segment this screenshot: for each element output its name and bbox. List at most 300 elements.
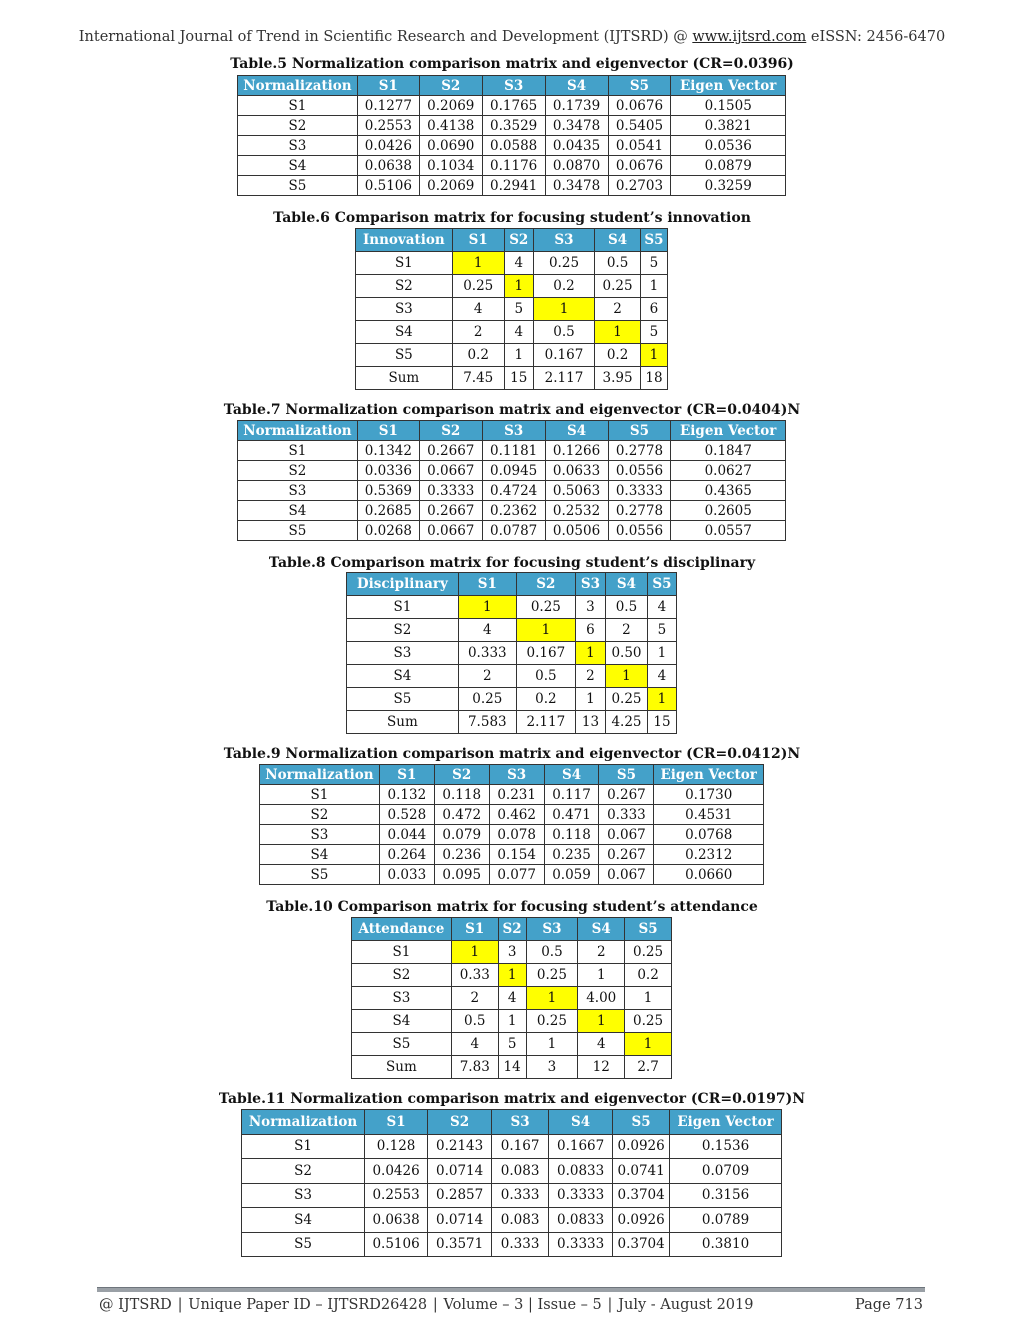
table-cell: 2 (575, 665, 605, 688)
table-cell: 4 (504, 252, 533, 275)
column-header: S5 (647, 573, 676, 596)
table-cell: 2.117 (516, 711, 575, 734)
table-cell: 0.3704 (613, 1183, 670, 1208)
column-header: S2 (428, 1110, 492, 1135)
table-cell: 0.0541 (608, 136, 671, 156)
table-cell: 1 (606, 665, 648, 688)
table-cell: 0.2667 (419, 501, 482, 521)
table-cell: 0.0660 (654, 865, 764, 885)
table-row (260, 845, 764, 865)
table-cell: 18 (640, 367, 667, 390)
table-cell: 0.118 (434, 785, 489, 805)
table-row (352, 964, 672, 987)
page-footer (99, 1297, 923, 1313)
column-header: Disciplinary (347, 573, 459, 596)
table-cell: 0.0667 (419, 461, 482, 481)
table-cell: 0.5 (451, 1010, 498, 1033)
table-cell: 4 (647, 596, 676, 619)
table-cell: 0.25 (526, 1010, 578, 1033)
table-cell: 0.095 (434, 865, 489, 885)
table-cell: 0.067 (599, 865, 654, 885)
table-cell: 0.3333 (608, 481, 671, 501)
column-header: S1 (357, 421, 419, 441)
table-cell: 1 (625, 1033, 672, 1056)
table-cell: 5 (647, 619, 676, 642)
table-cell: 1 (498, 964, 526, 987)
table-cell: 1 (458, 596, 516, 619)
table-cell: 1 (595, 321, 641, 344)
row-label: S3 (242, 1183, 365, 1208)
table-cell: 4 (458, 619, 516, 642)
table-cell: 2 (458, 665, 516, 688)
column-header: Innovation (356, 229, 453, 252)
table-cell: 0.462 (489, 805, 544, 825)
table-cell: 0.0714 (428, 1208, 492, 1233)
table-cell: 0.2857 (428, 1183, 492, 1208)
table-cell: 0.2312 (654, 845, 764, 865)
table-cell: 0.25 (533, 252, 594, 275)
table-row (260, 865, 764, 885)
table-cell: 1 (504, 275, 533, 298)
column-header: Normalization (238, 421, 358, 441)
row-label: S1 (356, 252, 453, 275)
table-cell: 0.128 (365, 1134, 428, 1159)
table-row (242, 1208, 782, 1233)
table-cell: 0.167 (516, 642, 575, 665)
table-cell: 6 (640, 298, 667, 321)
column-header: S2 (504, 229, 533, 252)
table9 (259, 764, 764, 885)
table-cell: 0.2069 (419, 176, 482, 196)
row-label: S3 (238, 481, 358, 501)
table-cell: 0.236 (434, 845, 489, 865)
table-cell: 0.0833 (549, 1208, 613, 1233)
column-header: S2 (516, 573, 575, 596)
column-header: S5 (625, 918, 672, 941)
table-cell: 13 (575, 711, 605, 734)
row-label: S5 (347, 688, 459, 711)
table-cell: 0.0336 (357, 461, 419, 481)
table-cell: 5 (504, 298, 533, 321)
table-cell: 0.2532 (545, 501, 608, 521)
column-header: S4 (606, 573, 648, 596)
column-header: S4 (544, 765, 599, 785)
column-header: Eigen Vector (670, 1110, 782, 1135)
table-row (238, 521, 786, 541)
row-label: S4 (260, 845, 380, 865)
table-cell: 0.267 (599, 845, 654, 865)
table-cell: 0.2667 (419, 441, 482, 461)
footer-separator: | (607, 1297, 613, 1313)
table-cell: 0.1034 (419, 156, 482, 176)
table-cell: 0.25 (452, 275, 504, 298)
table-cell: 0.067 (599, 825, 654, 845)
table-cell: 0.0667 (419, 521, 482, 541)
column-header: Normalization (260, 765, 380, 785)
table-cell: 1 (640, 275, 667, 298)
table-row (238, 176, 786, 196)
row-label: S4 (242, 1208, 365, 1233)
table-cell: 2.117 (533, 367, 594, 390)
table-cell: 0.333 (492, 1232, 549, 1257)
table-row (347, 688, 677, 711)
table-cell: 2 (595, 298, 641, 321)
table-cell: 5 (498, 1033, 526, 1056)
table-cell: 0.0556 (608, 521, 671, 541)
table-cell: 5 (640, 252, 667, 275)
table-cell: 1 (625, 987, 672, 1010)
row-label: S3 (238, 136, 358, 156)
table-cell: 1 (578, 964, 625, 987)
table-cell: 0.0787 (482, 521, 545, 541)
table6 (355, 228, 668, 390)
footer-volume: Volume – 3 | Issue – 5 (443, 1297, 602, 1313)
table-cell: 1 (498, 1010, 526, 1033)
table-cell: 0.1847 (671, 441, 786, 461)
table10 (351, 917, 672, 1079)
table-cell: 1 (647, 642, 676, 665)
row-label: S1 (352, 941, 452, 964)
table-cell: 1 (452, 252, 504, 275)
table-row (238, 156, 786, 176)
table5 (237, 75, 786, 196)
table-cell: 4 (578, 1033, 625, 1056)
table-cell: 0.167 (492, 1134, 549, 1159)
table-cell: 4.25 (606, 711, 648, 734)
row-label: S4 (352, 1010, 452, 1033)
table7-caption: Table.7 Normalization comparison matrix and eigenvector (CR=0.0404)N (223, 402, 801, 418)
table7 (237, 420, 786, 541)
table-cell: 0.0557 (671, 521, 786, 541)
table-row (352, 1010, 672, 1033)
table-row (347, 596, 677, 619)
column-header: S5 (640, 229, 667, 252)
running-header (0, 29, 1024, 45)
column-header: S5 (613, 1110, 670, 1135)
column-header: Attendance (352, 918, 452, 941)
table-row (238, 96, 786, 116)
table9-caption: Table.9 Normalization comparison matrix and eigenvector (CR=0.0412)N (223, 746, 801, 762)
table-cell: 12 (578, 1056, 625, 1079)
table-cell: 0.25 (625, 1010, 672, 1033)
column-header: Eigen Vector (654, 765, 764, 785)
table-cell: 0.3810 (670, 1232, 782, 1257)
table-cell: 0.132 (379, 785, 434, 805)
column-header: Eigen Vector (671, 421, 786, 441)
row-label: S1 (260, 785, 380, 805)
column-header: S4 (549, 1110, 613, 1135)
table-cell: 1 (526, 987, 578, 1010)
table-cell: 3 (526, 1056, 578, 1079)
table-cell: 0.118 (544, 825, 599, 845)
table-cell: 4 (647, 665, 676, 688)
table-cell: 0.083 (492, 1159, 549, 1184)
table11 (241, 1109, 782, 1257)
table-cell: 5 (640, 321, 667, 344)
column-header: S4 (578, 918, 625, 941)
table-cell: 0.078 (489, 825, 544, 845)
table-row (347, 619, 677, 642)
table-cell: 0.0789 (670, 1208, 782, 1233)
table-row (238, 461, 786, 481)
row-label: S3 (356, 298, 453, 321)
row-label: S4 (347, 665, 459, 688)
row-label: Sum (352, 1056, 452, 1079)
table-cell: 0.0879 (671, 156, 786, 176)
table-row (238, 501, 786, 521)
table-cell: 0.25 (606, 688, 648, 711)
column-header: S1 (365, 1110, 428, 1135)
table-cell: 4 (451, 1033, 498, 1056)
column-header: S5 (608, 76, 671, 96)
table-cell: 0.5106 (357, 176, 419, 196)
table-cell: 0.4365 (671, 481, 786, 501)
table-cell: 0.1667 (549, 1134, 613, 1159)
row-label: S2 (347, 619, 459, 642)
table-cell: 0.077 (489, 865, 544, 885)
table-row (242, 1134, 782, 1159)
row-label: S5 (260, 865, 380, 885)
table-cell: 0.0945 (482, 461, 545, 481)
table-cell: 0.117 (544, 785, 599, 805)
table-cell: 0.528 (379, 805, 434, 825)
table-cell: 0.1739 (545, 96, 608, 116)
row-label: S1 (238, 96, 358, 116)
table-cell: 0.33 (451, 964, 498, 987)
table-cell: 0.1536 (670, 1134, 782, 1159)
table-cell: 0.5 (533, 321, 594, 344)
table-cell: 0.0676 (608, 156, 671, 176)
column-header: S4 (545, 76, 608, 96)
column-header: S3 (482, 76, 545, 96)
column-header: S3 (533, 229, 594, 252)
row-label: S2 (260, 805, 380, 825)
table-cell: 0.5 (595, 252, 641, 275)
table-cell: 0.0833 (549, 1159, 613, 1184)
table-cell: 0.0714 (428, 1159, 492, 1184)
table-cell: 0.2 (516, 688, 575, 711)
table-row (260, 825, 764, 845)
table-row (242, 1183, 782, 1208)
table-cell: 0.2 (452, 344, 504, 367)
table-cell: 0.25 (625, 941, 672, 964)
table-cell: 1 (578, 1010, 625, 1033)
table-cell: 0.1342 (357, 441, 419, 461)
column-header: S3 (492, 1110, 549, 1135)
table-cell: 2 (451, 987, 498, 1010)
column-header: S3 (526, 918, 578, 941)
column-header: S3 (482, 421, 545, 441)
table-cell: 0.0536 (671, 136, 786, 156)
column-header: S3 (575, 573, 605, 596)
table-cell: 0.2778 (608, 441, 671, 461)
table11-caption: Table.11 Normalization comparison matrix and eigenvector (CR=0.0197)N (218, 1091, 806, 1107)
row-label: S5 (238, 176, 358, 196)
table-cell: 0.3571 (428, 1232, 492, 1257)
table-cell: 0.059 (544, 865, 599, 885)
table-cell: 0.1505 (671, 96, 786, 116)
table-row (356, 344, 668, 367)
table-cell: 0.3478 (545, 116, 608, 136)
row-label: S5 (356, 344, 453, 367)
journal-link[interactable]: www.ijtsrd.com (692, 29, 807, 45)
table-cell: 1 (504, 344, 533, 367)
row-label: S3 (260, 825, 380, 845)
table-cell: 0.3333 (419, 481, 482, 501)
column-header: S2 (498, 918, 526, 941)
table-cell: 0.471 (544, 805, 599, 825)
table-cell: 0.0741 (613, 1159, 670, 1184)
row-label: S3 (347, 642, 459, 665)
table-row (260, 805, 764, 825)
table5-caption: Table.5 Normalization comparison matrix and eigenvector (CR=0.0396) (230, 56, 794, 72)
table-cell: 0.3821 (671, 116, 786, 136)
table-cell: 0.25 (595, 275, 641, 298)
column-header: S1 (452, 229, 504, 252)
table-row (238, 441, 786, 461)
table-cell: 1 (640, 344, 667, 367)
table-cell: 0.235 (544, 845, 599, 865)
table-cell: 0.0426 (365, 1159, 428, 1184)
table-cell: 0.2941 (482, 176, 545, 196)
table-cell: 0.0588 (482, 136, 545, 156)
footer-paper-id: Unique Paper ID – IJTSRD26428 (188, 1297, 428, 1313)
table-cell: 0.2 (533, 275, 594, 298)
table-cell: 6 (575, 619, 605, 642)
table-cell: 0.0638 (365, 1208, 428, 1233)
table-row (352, 1033, 672, 1056)
table-cell: 0.2685 (357, 501, 419, 521)
table-cell: 0.079 (434, 825, 489, 845)
table-cell: 0.264 (379, 845, 434, 865)
column-header: Normalization (242, 1110, 365, 1135)
table8 (346, 572, 677, 734)
table-cell: 1 (647, 688, 676, 711)
table-cell: 3 (575, 596, 605, 619)
table-cell: 2 (578, 941, 625, 964)
table-cell: 7.583 (458, 711, 516, 734)
table-header-row (238, 421, 786, 441)
column-header: S4 (595, 229, 641, 252)
row-label: S2 (352, 964, 452, 987)
table-cell: 0.1765 (482, 96, 545, 116)
column-header: S1 (451, 918, 498, 941)
table-cell: 7.83 (451, 1056, 498, 1079)
table-row (238, 136, 786, 156)
table-cell: 0.0435 (545, 136, 608, 156)
table-row (347, 711, 677, 734)
table-cell: 0.3704 (613, 1232, 670, 1257)
table-cell: 0.0709 (670, 1159, 782, 1184)
table-cell: 1 (526, 1033, 578, 1056)
table-cell: 0.033 (379, 865, 434, 885)
table-cell: 0.0638 (357, 156, 419, 176)
table8-caption: Table.8 Comparison matrix for focusing student’s disciplinary (268, 555, 756, 571)
column-header: S3 (489, 765, 544, 785)
table-cell: 0.4724 (482, 481, 545, 501)
table-cell: 0.0690 (419, 136, 482, 156)
table-cell: 0.25 (526, 964, 578, 987)
table-row (352, 987, 672, 1010)
table-cell: 0.5 (606, 596, 648, 619)
column-header: S1 (357, 76, 419, 96)
row-label: Sum (356, 367, 453, 390)
table-cell: 0.3156 (670, 1183, 782, 1208)
table-header-row (356, 229, 668, 252)
table-header-row (242, 1110, 782, 1135)
table-row (356, 367, 668, 390)
table-cell: 0.2605 (671, 501, 786, 521)
table-cell: 0.25 (458, 688, 516, 711)
table-cell: 0.0506 (545, 521, 608, 541)
table-cell: 4 (504, 321, 533, 344)
footer-rule (97, 1287, 925, 1292)
row-label: S1 (242, 1134, 365, 1159)
table-row (356, 275, 668, 298)
header-issn: eISSN: 2456-6470 (806, 29, 946, 45)
footer-separator: | (177, 1297, 183, 1313)
column-header: Eigen Vector (671, 76, 786, 96)
table-row (260, 785, 764, 805)
table-row (347, 642, 677, 665)
table-cell: 0.50 (606, 642, 648, 665)
row-label: Sum (347, 711, 459, 734)
table-cell: 0.5 (516, 665, 575, 688)
row-label: S3 (352, 987, 452, 1010)
table-cell: 0.3259 (671, 176, 786, 196)
column-header: S2 (419, 421, 482, 441)
table-cell: 0.0633 (545, 461, 608, 481)
table-cell: 0.472 (434, 805, 489, 825)
column-header: S2 (434, 765, 489, 785)
table-cell: 0.083 (492, 1208, 549, 1233)
row-label: S5 (238, 521, 358, 541)
table-cell: 0.231 (489, 785, 544, 805)
table-cell: 0.0926 (613, 1208, 670, 1233)
table-cell: 4 (498, 987, 526, 1010)
table-cell: 15 (647, 711, 676, 734)
table-cell: 0.2553 (357, 116, 419, 136)
row-label: S4 (238, 501, 358, 521)
row-label: S2 (242, 1159, 365, 1184)
table-cell: 0.2069 (419, 96, 482, 116)
table-cell: 0.2 (595, 344, 641, 367)
table-cell: 0.0268 (357, 521, 419, 541)
table-row (352, 941, 672, 964)
column-header: S5 (599, 765, 654, 785)
table-cell: 3.95 (595, 367, 641, 390)
row-label: S4 (356, 321, 453, 344)
table-cell: 1 (575, 688, 605, 711)
column-header: Normalization (238, 76, 358, 96)
table-cell: 0.0870 (545, 156, 608, 176)
table-cell: 0.167 (533, 344, 594, 367)
row-label: S4 (238, 156, 358, 176)
table-cell: 0.4531 (654, 805, 764, 825)
table-cell: 2.7 (625, 1056, 672, 1079)
table-cell: 0.5 (526, 941, 578, 964)
table-cell: 0.0556 (608, 461, 671, 481)
table-cell: 1 (451, 941, 498, 964)
table-cell: 4 (452, 298, 504, 321)
table-cell: 0.2553 (365, 1183, 428, 1208)
table-cell: 0.2143 (428, 1134, 492, 1159)
footer-journal: @ IJTSRD (99, 1297, 172, 1313)
table-header-row (260, 765, 764, 785)
table-cell: 1 (533, 298, 594, 321)
table-cell: 1 (575, 642, 605, 665)
table-cell: 0.267 (599, 785, 654, 805)
